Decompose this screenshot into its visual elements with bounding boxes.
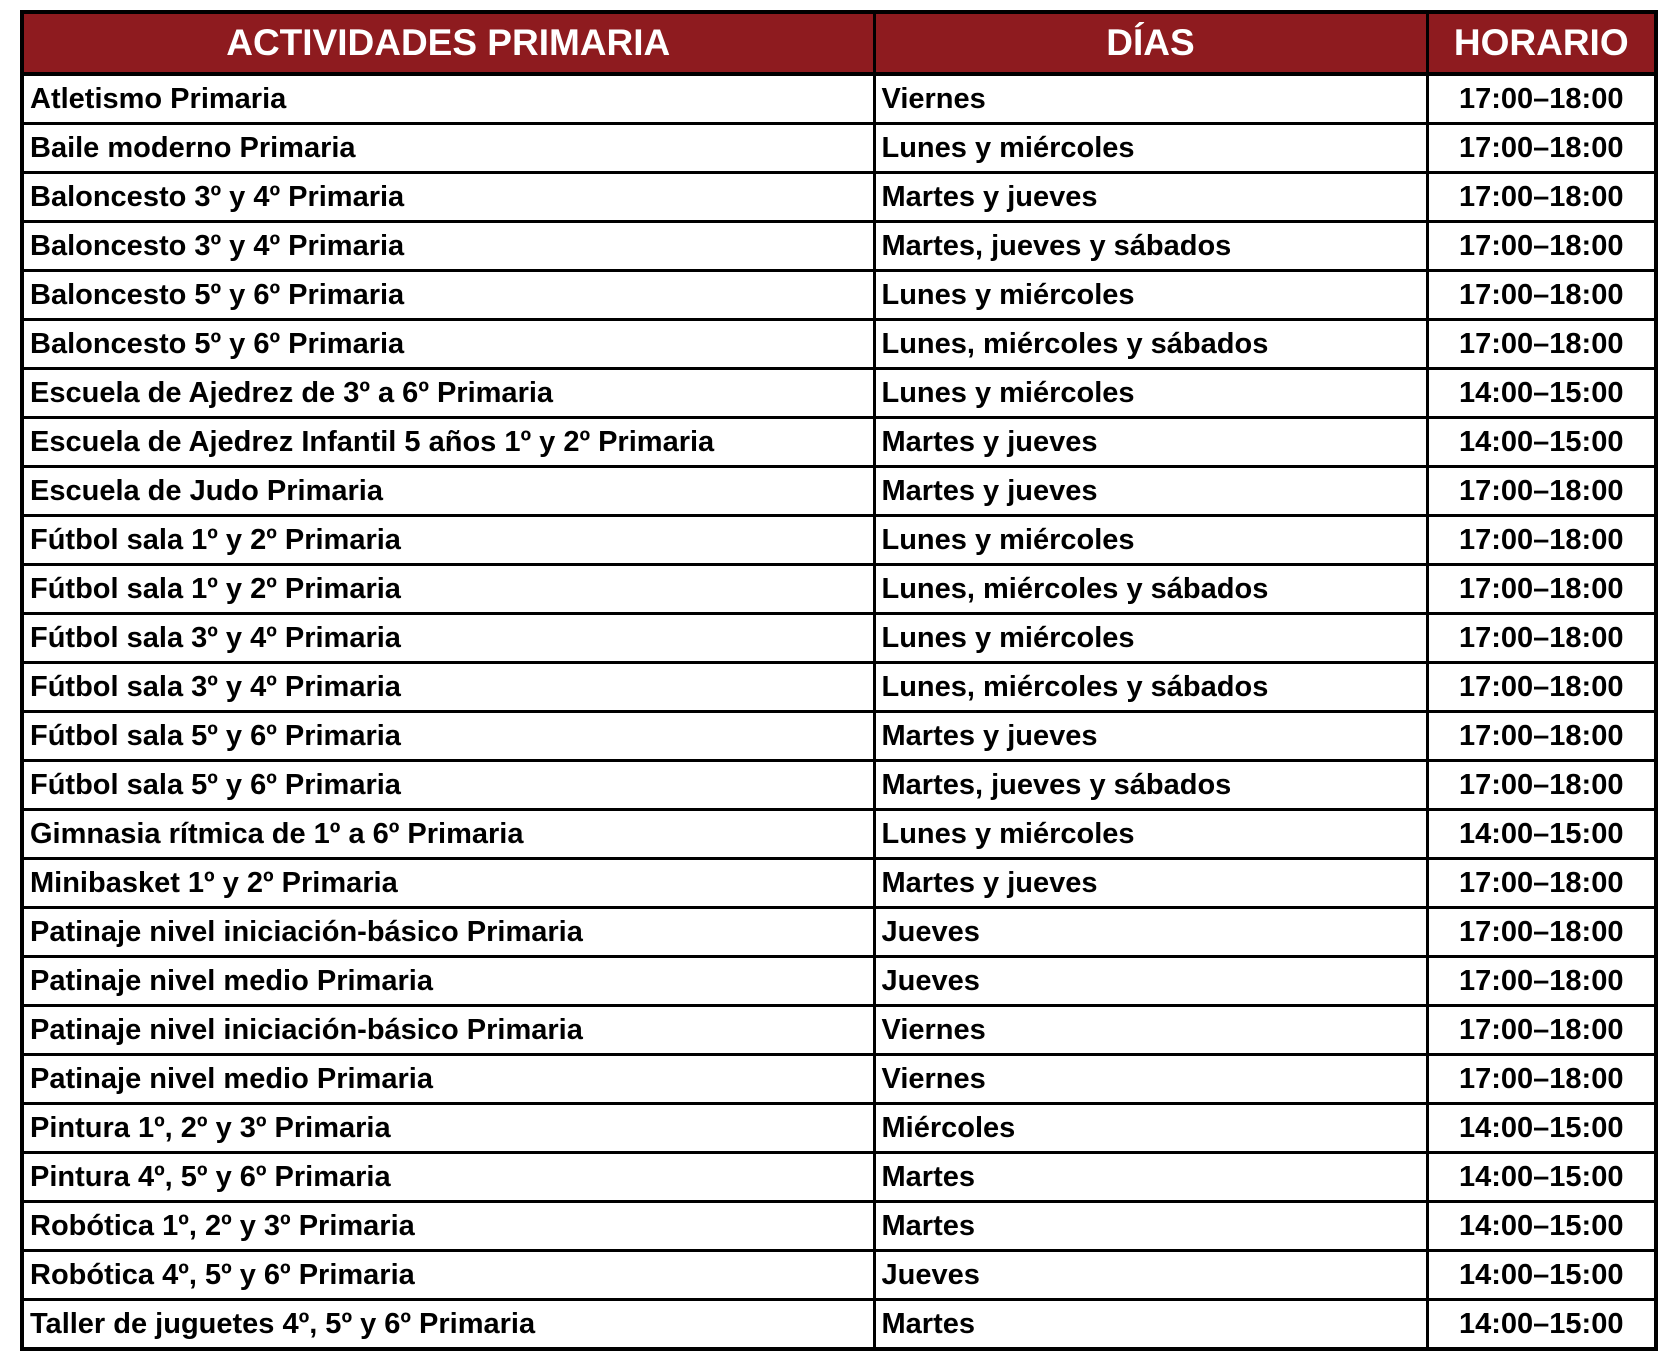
activity-cell: Robótica 4º, 5º y 6º Primaria [22,1251,874,1300]
days-cell: Jueves [874,957,1427,1006]
activity-cell: Pintura 4º, 5º y 6º Primaria [22,1153,874,1202]
activity-cell: Patinaje nivel medio Primaria [22,1055,874,1104]
table-body [22,74,1656,1349]
activity-cell: Baloncesto 5º y 6º Primaria [22,320,874,369]
time-cell: 14:00–15:00 [1427,1104,1656,1153]
table-row [22,74,1656,124]
table-row [22,516,1656,565]
table-row [22,565,1656,614]
table-row [22,222,1656,271]
column-header-days: DÍAS [874,12,1427,74]
time-cell: 14:00–15:00 [1427,810,1656,859]
time-cell: 17:00–18:00 [1427,320,1656,369]
days-cell: Martes y jueves [874,712,1427,761]
days-cell: Lunes y miércoles [874,516,1427,565]
time-cell: 14:00–15:00 [1427,1251,1656,1300]
days-cell: Lunes, miércoles y sábados [874,565,1427,614]
time-cell: 17:00–18:00 [1427,173,1656,222]
table-row [22,761,1656,810]
time-cell: 17:00–18:00 [1427,761,1656,810]
days-cell: Jueves [874,1251,1427,1300]
activity-cell: Baloncesto 3º y 4º Primaria [22,173,874,222]
days-cell: Martes [874,1202,1427,1251]
days-cell: Martes y jueves [874,859,1427,908]
activity-cell: Gimnasia rítmica de 1º a 6º Primaria [22,810,874,859]
time-cell: 14:00–15:00 [1427,1300,1656,1350]
time-cell: 14:00–15:00 [1427,418,1656,467]
time-cell: 17:00–18:00 [1427,614,1656,663]
days-cell: Lunes y miércoles [874,271,1427,320]
activity-cell: Fútbol sala 3º y 4º Primaria [22,663,874,712]
time-cell: 17:00–18:00 [1427,1006,1656,1055]
time-cell: 17:00–18:00 [1427,467,1656,516]
activity-cell: Escuela de Judo Primaria [22,467,874,516]
days-cell: Jueves [874,908,1427,957]
days-cell: Martes, jueves y sábados [874,761,1427,810]
table-row [22,1251,1656,1300]
days-cell: Martes y jueves [874,418,1427,467]
days-cell: Martes y jueves [874,173,1427,222]
time-cell: 17:00–18:00 [1427,859,1656,908]
days-cell: Lunes, miércoles y sábados [874,320,1427,369]
time-cell: 17:00–18:00 [1427,565,1656,614]
activity-cell: Fútbol sala 1º y 2º Primaria [22,565,874,614]
activity-cell: Atletismo Primaria [22,74,874,124]
table-row [22,1300,1656,1350]
time-cell: 14:00–15:00 [1427,1202,1656,1251]
activity-cell: Patinaje nivel medio Primaria [22,957,874,1006]
activity-cell: Fútbol sala 5º y 6º Primaria [22,712,874,761]
table-row [22,957,1656,1006]
activity-cell: Taller de juguetes 4º, 5º y 6º Primaria [22,1300,874,1350]
table-row [22,418,1656,467]
days-cell: Lunes y miércoles [874,810,1427,859]
time-cell: 14:00–15:00 [1427,369,1656,418]
table-row [22,467,1656,516]
time-cell: 14:00–15:00 [1427,1153,1656,1202]
days-cell: Lunes, miércoles y sábados [874,663,1427,712]
table-row [22,1006,1656,1055]
activity-cell: Fútbol sala 1º y 2º Primaria [22,516,874,565]
activity-cell: Minibasket 1º y 2º Primaria [22,859,874,908]
time-cell: 17:00–18:00 [1427,124,1656,173]
activity-cell: Patinaje nivel iniciación-básico Primaria [22,908,874,957]
time-cell: 17:00–18:00 [1427,957,1656,1006]
table-row [22,1153,1656,1202]
column-header-activity: ACTIVIDADES PRIMARIA [22,12,874,74]
days-cell: Martes [874,1300,1427,1350]
time-cell: 17:00–18:00 [1427,516,1656,565]
time-cell: 17:00–18:00 [1427,222,1656,271]
table-row [22,1055,1656,1104]
table-row [22,614,1656,663]
activity-cell: Patinaje nivel iniciación-básico Primaria [22,1006,874,1055]
days-cell: Viernes [874,1055,1427,1104]
activity-cell: Robótica 1º, 2º y 3º Primaria [22,1202,874,1251]
days-cell: Martes, jueves y sábados [874,222,1427,271]
table-row [22,320,1656,369]
table-row [22,173,1656,222]
activity-cell: Pintura 1º, 2º y 3º Primaria [22,1104,874,1153]
days-cell: Lunes y miércoles [874,614,1427,663]
activity-cell: Escuela de Ajedrez de 3º a 6º Primaria [22,369,874,418]
days-cell: Martes y jueves [874,467,1427,516]
time-cell: 17:00–18:00 [1427,712,1656,761]
time-cell: 17:00–18:00 [1427,74,1656,124]
activities-schedule-table [20,10,1658,1351]
table-row [22,369,1656,418]
table-row [22,810,1656,859]
activity-cell: Fútbol sala 5º y 6º Primaria [22,761,874,810]
activity-cell: Baile moderno Primaria [22,124,874,173]
days-cell: Viernes [874,74,1427,124]
table-row [22,908,1656,957]
activity-cell: Baloncesto 5º y 6º Primaria [22,271,874,320]
days-cell: Miércoles [874,1104,1427,1153]
days-cell: Viernes [874,1006,1427,1055]
activity-cell: Escuela de Ajedrez Infantil 5 años 1º y 2º Primaria [22,418,874,467]
time-cell: 17:00–18:00 [1427,1055,1656,1104]
activity-cell: Fútbol sala 3º y 4º Primaria [22,614,874,663]
table-row [22,712,1656,761]
days-cell: Martes [874,1153,1427,1202]
column-header-schedule: HORARIO [1427,12,1656,74]
days-cell: Lunes y miércoles [874,124,1427,173]
time-cell: 17:00–18:00 [1427,908,1656,957]
table-row [22,271,1656,320]
table-row [22,663,1656,712]
activity-cell: Baloncesto 3º y 4º Primaria [22,222,874,271]
days-cell: Lunes y miércoles [874,369,1427,418]
time-cell: 17:00–18:00 [1427,663,1656,712]
time-cell: 17:00–18:00 [1427,271,1656,320]
table-row [22,1104,1656,1153]
table-row [22,124,1656,173]
table-row [22,1202,1656,1251]
table-header-row [22,12,1656,74]
table-row [22,859,1656,908]
